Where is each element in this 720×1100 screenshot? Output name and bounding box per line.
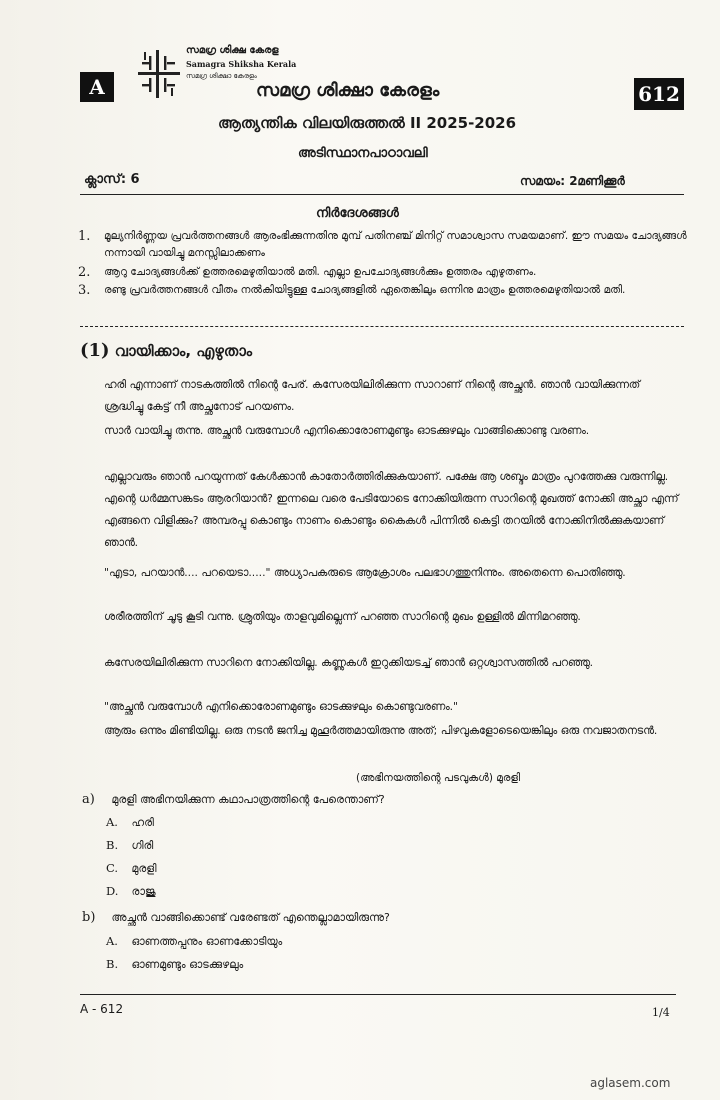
passage-paragraph: ആരും ഒന്നും മിണ്ടിയില്ല. ഒരു നടൻ ജനിച്ച മുഹൂർത്തമായിരുന്നു അത്; പിഴവുകളോടെയെങ്കിലും ഒരു നവജാതനടൻ. [104, 724, 658, 737]
passage-paragraph: കസേരയിലിരിക്കുന്ന സാറിനെ നോക്കിയില്ല. കണ്ണുകൾ ഇറുക്കിയടച്ച് ഞാൻ ഒറ്റശ്വാസത്തിൽ പറഞ്ഞു. [104, 656, 594, 669]
subject-title: അടിസ്ഥാനപാഠാവലി [298, 146, 428, 161]
logo-english-text: Samagra Shiksha Kerala [186, 59, 297, 69]
site-watermark: aglasem.com [590, 1076, 671, 1090]
question-title: വായിക്കാം, എഴുതാം [114, 342, 253, 360]
instruction-item [78, 282, 688, 299]
footer-paper-code: A - 612 [80, 1002, 124, 1016]
instructions-heading: നിർദേശങ്ങൾ [316, 206, 399, 221]
option-item [106, 838, 153, 853]
time-label: സമയം: 2മണിക്കൂർ [520, 174, 625, 188]
sub-question-b [82, 910, 390, 925]
option-item [106, 815, 154, 830]
instructions-divider [80, 326, 684, 327]
instruction-text: രണ്ടു പ്രവർത്തനങ്ങൾ വീതം നൽകിയിട്ടുള്ള ചോദ്യങ്ങളിൽ ഏതെങ്കിലും ഒന്നിനു മാത്രം ഉത്തരമെഴുതിയാൽ മതി. [104, 284, 626, 296]
paper-code-badge: 612 [634, 78, 684, 110]
passage-paragraph: "അച്ഛൻ വരുമ്പോൾ എനിക്കൊരോണമുണ്ടും ഓടക്കുഴലും കൊണ്ടുവരണം." [104, 700, 459, 713]
option-label: A. [106, 815, 118, 829]
logo-tagline: സമഗ്ര ശിക്ഷാ കേരളം [186, 72, 257, 80]
passage-source: (അഭിനയത്തിന്റെ പടവുകൾ) മുരളി [356, 772, 521, 784]
instruction-number: 3. [78, 283, 91, 298]
option-label: D. [106, 884, 119, 898]
instruction-text: ആറു ചോദ്യങ്ങൾക്ക് ഉത്തരമെഴുതിയാൽ മതി. എല്ലാ ഉപചോദ്യങ്ങൾക്കും ഉത്തരം എഴുതണം. [104, 266, 537, 278]
passage-paragraph: "എടാ, പറയാൻ.... പറയെടാ....." അധ്യാപകരുടെ ആക്രോശം പലഭാഗത്തുനിന്നും. അതെന്നെ പൊതിഞ്ഞു. [104, 566, 626, 579]
option-label: A. [106, 934, 118, 948]
option-item [106, 861, 157, 876]
sub-question-a [82, 792, 385, 807]
question-1-heading [80, 340, 252, 361]
exam-title: ആത്യന്തിക വിലയിരുത്തൽ II 2025-2026 [218, 114, 517, 132]
passage-paragraph: എല്ലാവരും ഞാൻ പറയുന്നത് കേൾക്കാൻ കാതോർത്തിരിക്കുകയാണ്. പക്ഷേ ആ ശബ്ദം മാത്രം പുറത്തേക്കു വരുന്നില്ല. എന്റെ ധർമ്മസങ്കടം ആരറിയാൻ? ഇന്നലെ വരെ പേടിയോടെ നോക്കിയിരുന്ന സാറിന്റെ മുഖത്ത് നോക്കി അച്ഛാ എന്ന് എങ്ങനെ വിളിക്കും? അമ്പരപ്പു കൊണ്ടും നാണം കൊണ്ടും കൈകൾ പിന്നിൽ കെട്ടി തറയിൽ നോക്കിനിൽക്കുകയാണ് ഞാൻ. [104, 470, 679, 549]
instruction-item [78, 264, 688, 281]
option-text: ഗിരി [131, 839, 154, 852]
sub-question-text: മുരളി അഭിനയിക്കുന്ന കഥാപാത്രത്തിന്റെ പേരെന്താണ്? [111, 793, 385, 806]
instruction-number: 2. [78, 265, 91, 280]
passage-paragraph: സാർ വായിച്ചു തന്നു. അച്ഛൻ വരുമ്പോൾ എനിക്കൊരോണമുണ്ടും ഓടക്കുഴലും വാങ്ങിക്കൊണ്ടു വരണം. [104, 424, 590, 437]
option-text: ഹരി [131, 816, 154, 829]
instruction-number: 1. [78, 229, 91, 244]
sub-question-text: അച്ഛൻ വാങ്ങിക്കൊണ്ട് വരേണ്ടത് എന്തെല്ലാമായിരുന്നു? [111, 911, 390, 924]
organization-title: സമഗ്ര ശിക്ഷാ കേരളം [256, 80, 440, 101]
instruction-text: മൂല്യനിർണ്ണയ പ്രവർത്തനങ്ങൾ ആരംഭിക്കുന്നതിനു മുമ്പ് പതിനഞ്ച് മിനിറ്റ് സമാശ്വാസ സമയമാണ്. ഈ സമയം ചോദ്യങ്ങൾ നന്നായി വായിച്ചു മനസ്സിലാക്കണം [104, 230, 687, 259]
option-text: രാജു [131, 885, 156, 898]
option-label: C. [106, 861, 119, 875]
page-number: 1/4 [652, 1006, 670, 1019]
sub-question-label: a) [82, 792, 95, 807]
logo-malayalam-text: സമഗ്ര ശിക്ഷ കേരള [186, 45, 279, 56]
footer-divider [80, 994, 676, 995]
samagra-shiksha-logo-icon [136, 48, 182, 100]
instruction-item [78, 228, 688, 262]
option-text: ഓണമുണ്ടും ഓടക്കുഴലും [131, 958, 244, 971]
option-label: B. [106, 957, 119, 971]
option-text: ഓണത്തപ്പനും ഓണക്കോടിയും [131, 935, 283, 948]
header-divider [80, 194, 684, 195]
option-item [106, 884, 156, 899]
class-label: ക്ലാസ്: 6 [84, 172, 140, 187]
set-label-badge: A [80, 72, 114, 102]
question-number: (1) [80, 340, 110, 361]
passage-paragraph: ഹരി എന്നാണ് നാടകത്തിൽ നിന്റെ പേര്. കസേരയിലിരിക്കുന്ന സാറാണ് നിന്റെ അച്ഛൻ. ഞാൻ വായിക്കുന്നത് ശ്രദ്ധിച്ചു കേട്ട് നീ അച്ഛനോട് പറയണം. [104, 378, 640, 413]
sub-question-label: b) [82, 910, 96, 925]
reading-passage [104, 374, 679, 764]
option-label: B. [106, 838, 119, 852]
passage-paragraph: ശരീരത്തിന് ചൂടു കൂടി വന്നു. ശ്രുതിയും താളവുമില്ലെന്ന് പറഞ്ഞ സാറിന്റെ മുഖം ഉള്ളിൽ മിന്നിമറഞ്ഞു. [104, 610, 581, 623]
option-item [106, 957, 243, 972]
option-item [106, 934, 282, 949]
option-text: മുരളി [131, 862, 157, 875]
